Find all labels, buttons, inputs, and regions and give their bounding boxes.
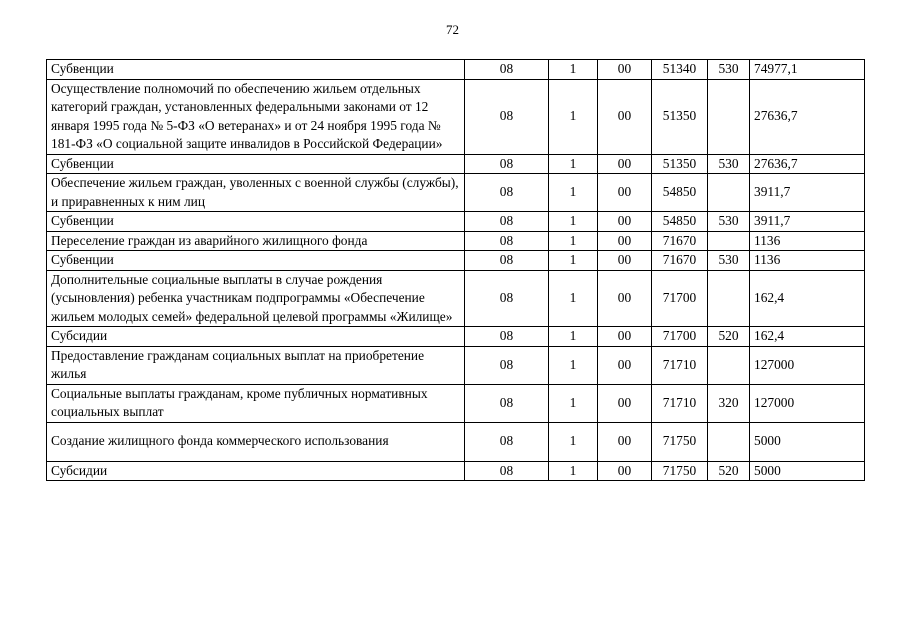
row-name: Субвенции	[47, 60, 465, 80]
row-target-part: 00	[598, 384, 652, 422]
table-row	[47, 212, 865, 232]
row-name: Обеспечение жильем граждан, уволенных с военной службы (службы), и приравненных к ним лиц	[47, 174, 465, 212]
row-subsection: 1	[549, 79, 598, 154]
row-expense-type: 530	[708, 251, 750, 271]
row-target-part: 00	[598, 79, 652, 154]
row-name: Субвенции	[47, 154, 465, 174]
row-target-code: 54850	[652, 212, 708, 232]
row-name: Предоставление гражданам социальных выплат на приобретение жилья	[47, 346, 465, 384]
row-expense-type	[708, 270, 750, 327]
row-section: 08	[465, 461, 549, 481]
row-target-code: 54850	[652, 174, 708, 212]
row-target-part: 00	[598, 231, 652, 251]
row-target-part: 00	[598, 461, 652, 481]
row-name: Переселение граждан из аварийного жилищного фонда	[47, 231, 465, 251]
page-number: 72	[446, 22, 459, 37]
row-amount: 3911,7	[750, 174, 865, 212]
row-name: Дополнительные социальные выплаты в случае рождения (усыновления) ребенка участникам подпрограммы «Обеспечение жильем молодых семей» федеральной целевой программы «Жилище»	[47, 270, 465, 327]
row-subsection: 1	[549, 461, 598, 481]
row-target-part: 00	[598, 327, 652, 347]
table-row	[47, 461, 865, 481]
row-amount: 3911,7	[750, 212, 865, 232]
row-expense-type: 520	[708, 327, 750, 347]
row-amount: 162,4	[750, 327, 865, 347]
row-target-part: 00	[598, 251, 652, 271]
row-name: Осуществление полномочий по обеспечению жильем отдельных категорий граждан, установленных федеральными законами от 12 января 1995 года № 5-ФЗ «О ветеранах» и от 24 ноября 1995 года № 181-ФЗ «О социальной защите инвалидов в Российской Федерации»	[47, 79, 465, 154]
row-target-code: 51350	[652, 154, 708, 174]
row-section: 08	[465, 60, 549, 80]
row-section: 08	[465, 231, 549, 251]
row-target-part: 00	[598, 60, 652, 80]
row-subsection: 1	[549, 346, 598, 384]
table-row	[47, 346, 865, 384]
row-subsection: 1	[549, 384, 598, 422]
row-amount: 1136	[750, 251, 865, 271]
row-name: Субвенции	[47, 251, 465, 271]
row-section: 08	[465, 174, 549, 212]
row-target-code: 71700	[652, 270, 708, 327]
table-row	[47, 231, 865, 251]
row-section: 08	[465, 79, 549, 154]
row-section: 08	[465, 270, 549, 327]
row-subsection: 1	[549, 154, 598, 174]
row-target-code: 71700	[652, 327, 708, 347]
row-target-part: 00	[598, 346, 652, 384]
row-section: 08	[465, 327, 549, 347]
row-target-part: 00	[598, 212, 652, 232]
row-subsection: 1	[549, 422, 598, 461]
row-target-part: 00	[598, 154, 652, 174]
row-expense-type	[708, 422, 750, 461]
table-row	[47, 384, 865, 422]
table-row	[47, 270, 865, 327]
row-expense-type: 320	[708, 384, 750, 422]
row-section: 08	[465, 251, 549, 271]
row-amount: 5000	[750, 461, 865, 481]
row-subsection: 1	[549, 327, 598, 347]
row-name: Субсидии	[47, 461, 465, 481]
row-section: 08	[465, 346, 549, 384]
row-section: 08	[465, 422, 549, 461]
row-target-code: 71670	[652, 231, 708, 251]
row-expense-type: 530	[708, 212, 750, 232]
row-expense-type	[708, 79, 750, 154]
table-row	[47, 174, 865, 212]
row-section: 08	[465, 154, 549, 174]
row-target-code: 51340	[652, 60, 708, 80]
row-expense-type: 520	[708, 461, 750, 481]
row-amount: 27636,7	[750, 154, 865, 174]
budget-table	[46, 59, 865, 481]
table-row	[47, 422, 865, 461]
row-amount: 27636,7	[750, 79, 865, 154]
row-subsection: 1	[549, 270, 598, 327]
row-target-code: 71750	[652, 461, 708, 481]
row-section: 08	[465, 384, 549, 422]
row-target-code: 51350	[652, 79, 708, 154]
row-target-code: 71710	[652, 346, 708, 384]
row-amount: 5000	[750, 422, 865, 461]
row-name: Субвенции	[47, 212, 465, 232]
row-subsection: 1	[549, 251, 598, 271]
row-target-part: 00	[598, 422, 652, 461]
row-section: 08	[465, 212, 549, 232]
table-row	[47, 251, 865, 271]
row-target-code: 71710	[652, 384, 708, 422]
row-target-code: 71750	[652, 422, 708, 461]
row-name: Социальные выплаты гражданам, кроме публичных нормативных социальных выплат	[47, 384, 465, 422]
row-subsection: 1	[549, 212, 598, 232]
table-row	[47, 154, 865, 174]
row-amount: 127000	[750, 384, 865, 422]
row-amount: 74977,1	[750, 60, 865, 80]
table-row	[47, 327, 865, 347]
row-target-part: 00	[598, 174, 652, 212]
row-name: Субсидии	[47, 327, 465, 347]
row-amount: 127000	[750, 346, 865, 384]
row-expense-type: 530	[708, 154, 750, 174]
row-amount: 1136	[750, 231, 865, 251]
row-target-part: 00	[598, 270, 652, 327]
row-expense-type	[708, 346, 750, 384]
table-row	[47, 60, 865, 80]
row-expense-type: 530	[708, 60, 750, 80]
row-subsection: 1	[549, 60, 598, 80]
row-amount: 162,4	[750, 270, 865, 327]
row-name: Создание жилищного фонда коммерческого использования	[47, 422, 465, 461]
row-expense-type	[708, 231, 750, 251]
row-target-code: 71670	[652, 251, 708, 271]
table-row	[47, 79, 865, 154]
row-subsection: 1	[549, 174, 598, 212]
row-expense-type	[708, 174, 750, 212]
row-subsection: 1	[549, 231, 598, 251]
